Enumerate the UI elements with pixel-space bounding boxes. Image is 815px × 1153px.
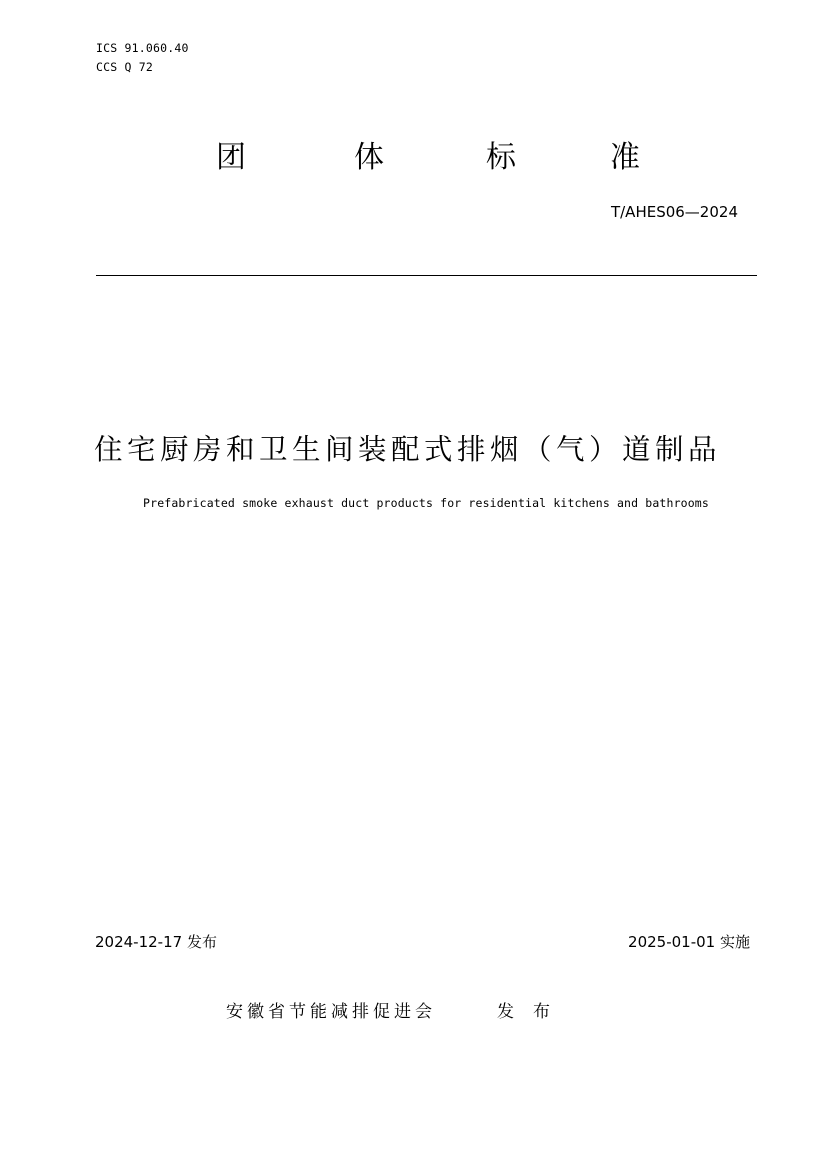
ccs-code: CCS Q 72 [96,60,153,74]
document-title-english: Prefabricated smoke exhaust duct products for residential kitchens and bathrooms [143,496,709,510]
publish-date: 2024-12-17 发布 [95,933,217,951]
standard-code: T/AHES06—2024 [610,203,738,221]
standard-type-char: 团 [216,140,246,175]
standard-type-char: 准 [610,140,640,175]
ics-code: ICS 91.060.40 [96,41,189,55]
issue-action: 发布 [497,1002,569,1022]
header-divider [96,275,757,276]
standard-type-heading [96,136,757,180]
implementation-date: 2025-01-01 实施 [628,933,750,951]
issuing-organization: 安徽省节能减排促进会 [226,1002,436,1022]
standard-type-char: 标 [486,140,516,175]
standard-type-char: 体 [354,140,384,175]
document-title: 住宅厨房和卫生间装配式排烟（气）道制品 [93,433,721,466]
